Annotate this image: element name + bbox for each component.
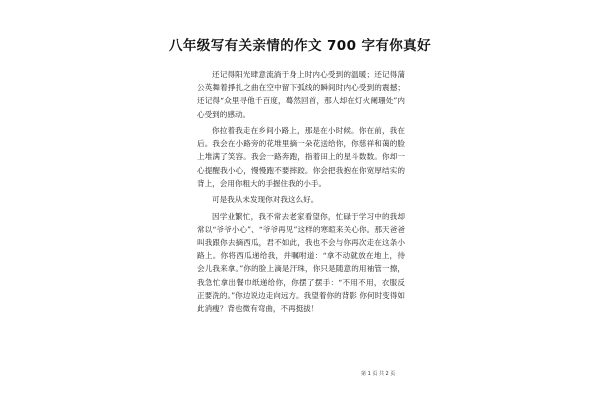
- paragraph-4: 因学业繁忙，我不常去老家看望你，忙碌于学习中的我却常以“爷爷小心”、“爷爷再见”这样的寒暄来关心你。那天爸爸叫我跟你去摘西瓜，君不如此，我也不会与你再次走在这条小路上。你将西瓜递给我，并嘱咐道：“拿不动就放在地上，待会儿我来拿。”你的脸上滴是汗珠，你只是随意的用袖管一擦，我急忙拿出餐巾纸递给你，你摆了摆手：“不用不用，衣服反正要洗的。”你边说边走向远方。我望着你的背影 你何时变得如此消瘦？背也微有弯曲，不再挺拔！: [197, 211, 405, 314]
- document-title: 八年级写有关亲情的作文 700 字有你真好: [169, 38, 431, 54]
- paragraph-2: 你拉着我走在乡间小路上，那是在小时候。你在前，我在后。我会在小路旁的花堆里摘一朵花送给你，你慈祥和蔼的脸上堆满了笑容。我会一路奔跑，指着田上的星斗数数。你却一心提醒我小心，慢慢跑不要摔跤。你会把我抱在你宽厚结实的背上，会用你粗大的手握住我的小手。: [197, 126, 405, 188]
- paragraph-1: 还记得阳光肆意流淌于身上时内心受到的温暖；还记得蒲公英舞着掙扎之曲在空中留下弧线的瞬间时内心受到的震撼；还记得“众里寻他千百度，蓦然回首，那人却在灯火阑珊处”内心受到的感动。: [197, 70, 405, 119]
- paragraph-3: 可是我从未发现你对我这么好。: [212, 195, 319, 205]
- page-footer: 第 1 页 共 2 页: [361, 371, 396, 377]
- document-body: [197, 68, 405, 318]
